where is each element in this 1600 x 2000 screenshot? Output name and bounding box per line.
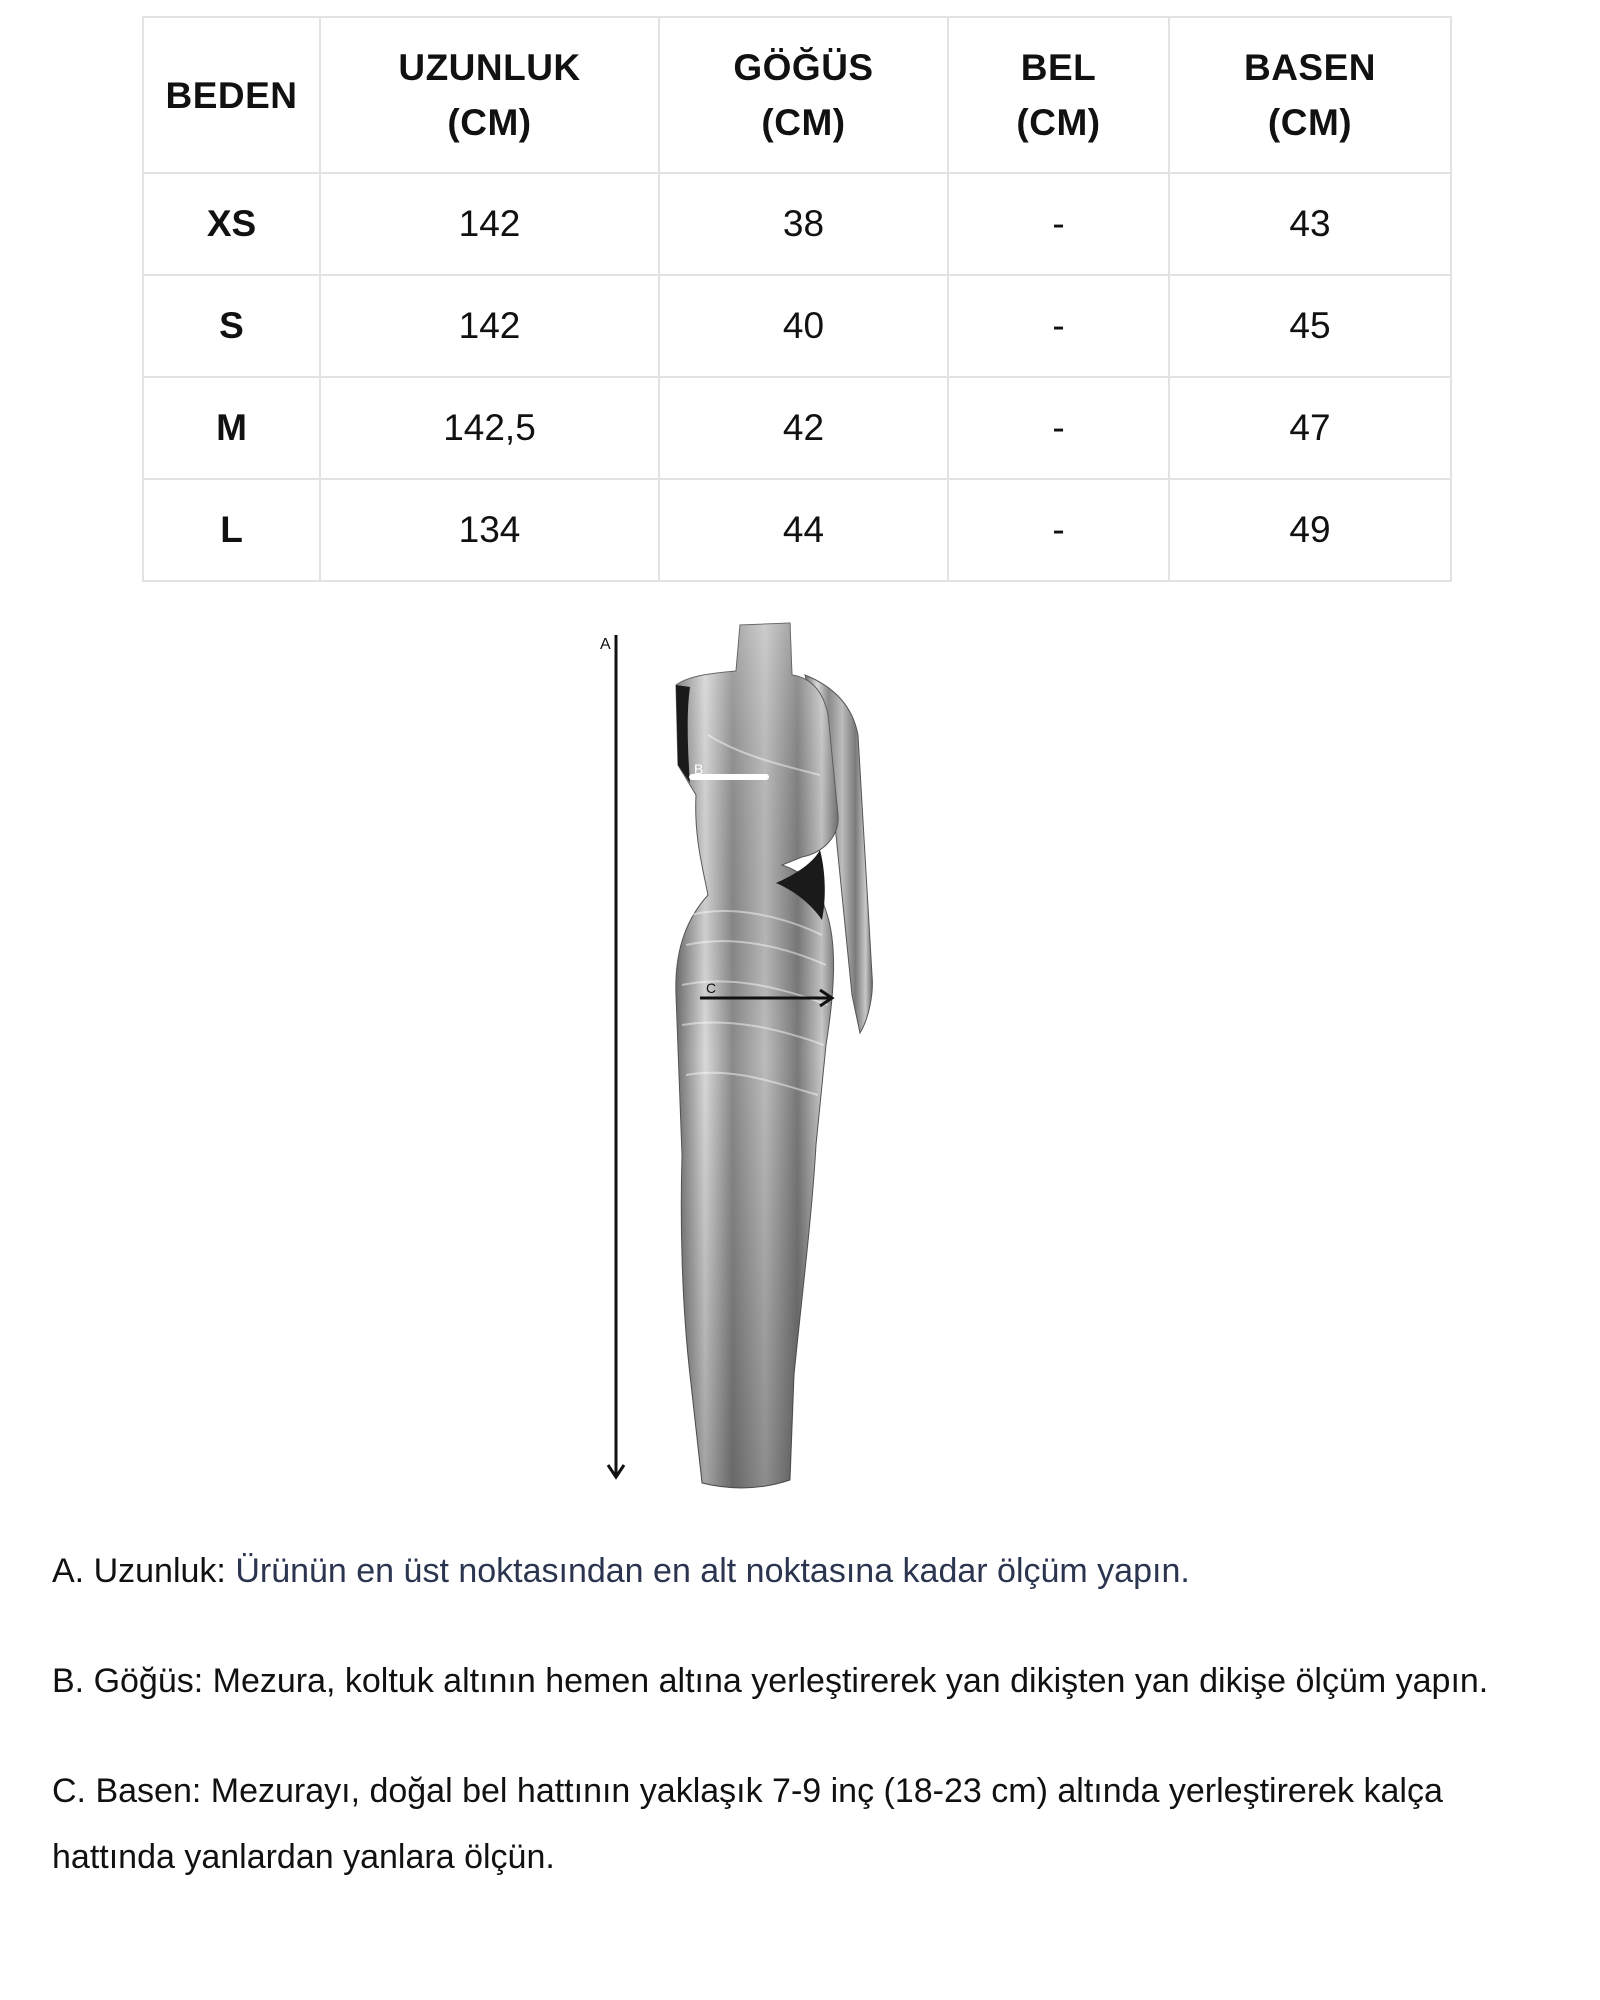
length-cell: 142 [320, 275, 659, 377]
note-length [52, 1538, 1572, 1604]
header-uzunluk: UZUNLUK (CM) [320, 17, 659, 173]
waist-cell: - [948, 479, 1169, 581]
header-beden: BEDEN [143, 17, 320, 173]
label-b: B [694, 761, 704, 777]
waist-cell: - [948, 377, 1169, 479]
table-header-row [143, 17, 1451, 173]
header-bel: BEL (CM) [948, 17, 1169, 173]
table-row [143, 377, 1451, 479]
hip-cell: 47 [1169, 377, 1451, 479]
hip-cell: 49 [1169, 479, 1451, 581]
dress-illustration [590, 615, 990, 1505]
waist-cell: - [948, 275, 1169, 377]
size-cell: M [143, 377, 320, 479]
size-chart-table [142, 16, 1452, 582]
table-row [143, 479, 1451, 581]
note-length-text: Ürünün en üst noktasından en alt noktasına kadar ölçüm yapın. [235, 1552, 1190, 1590]
length-arrow [608, 635, 624, 1477]
hip-cell: 43 [1169, 173, 1451, 275]
label-a: A [600, 636, 611, 653]
dress-shading [676, 623, 838, 1488]
length-cell: 142 [320, 173, 659, 275]
note-length-title: A. Uzunluk: [52, 1552, 236, 1590]
dress-measurement-figure [590, 615, 990, 1505]
length-cell: 142,5 [320, 377, 659, 479]
size-cell: L [143, 479, 320, 581]
note-hip: C. Basen: Mezurayı, doğal bel hattının yaklaşık 7-9 inç (18-23 cm) altında yerleştirerek kalça hattında yanlardan yanlara ölçün. [52, 1772, 1443, 1876]
hip-cell: 45 [1169, 275, 1451, 377]
measurement-notes [52, 1538, 1572, 1934]
length-cell: 134 [320, 479, 659, 581]
table-row [143, 173, 1451, 275]
waist-cell: - [948, 173, 1169, 275]
chest-cell: 42 [659, 377, 948, 479]
header-basen: BASEN (CM) [1169, 17, 1451, 173]
header-gogus: GÖĞÜS (CM) [659, 17, 948, 173]
size-cell: S [143, 275, 320, 377]
note-chest: B. Göğüs: Mezura, koltuk altının hemen altına yerleştirerek yan dikişten yan dikişe ölçüm yapın. [52, 1662, 1489, 1700]
size-cell: XS [143, 173, 320, 275]
chest-cell: 38 [659, 173, 948, 275]
chest-cell: 40 [659, 275, 948, 377]
chest-cell: 44 [659, 479, 948, 581]
table-row [143, 275, 1451, 377]
label-c: C [706, 980, 717, 996]
